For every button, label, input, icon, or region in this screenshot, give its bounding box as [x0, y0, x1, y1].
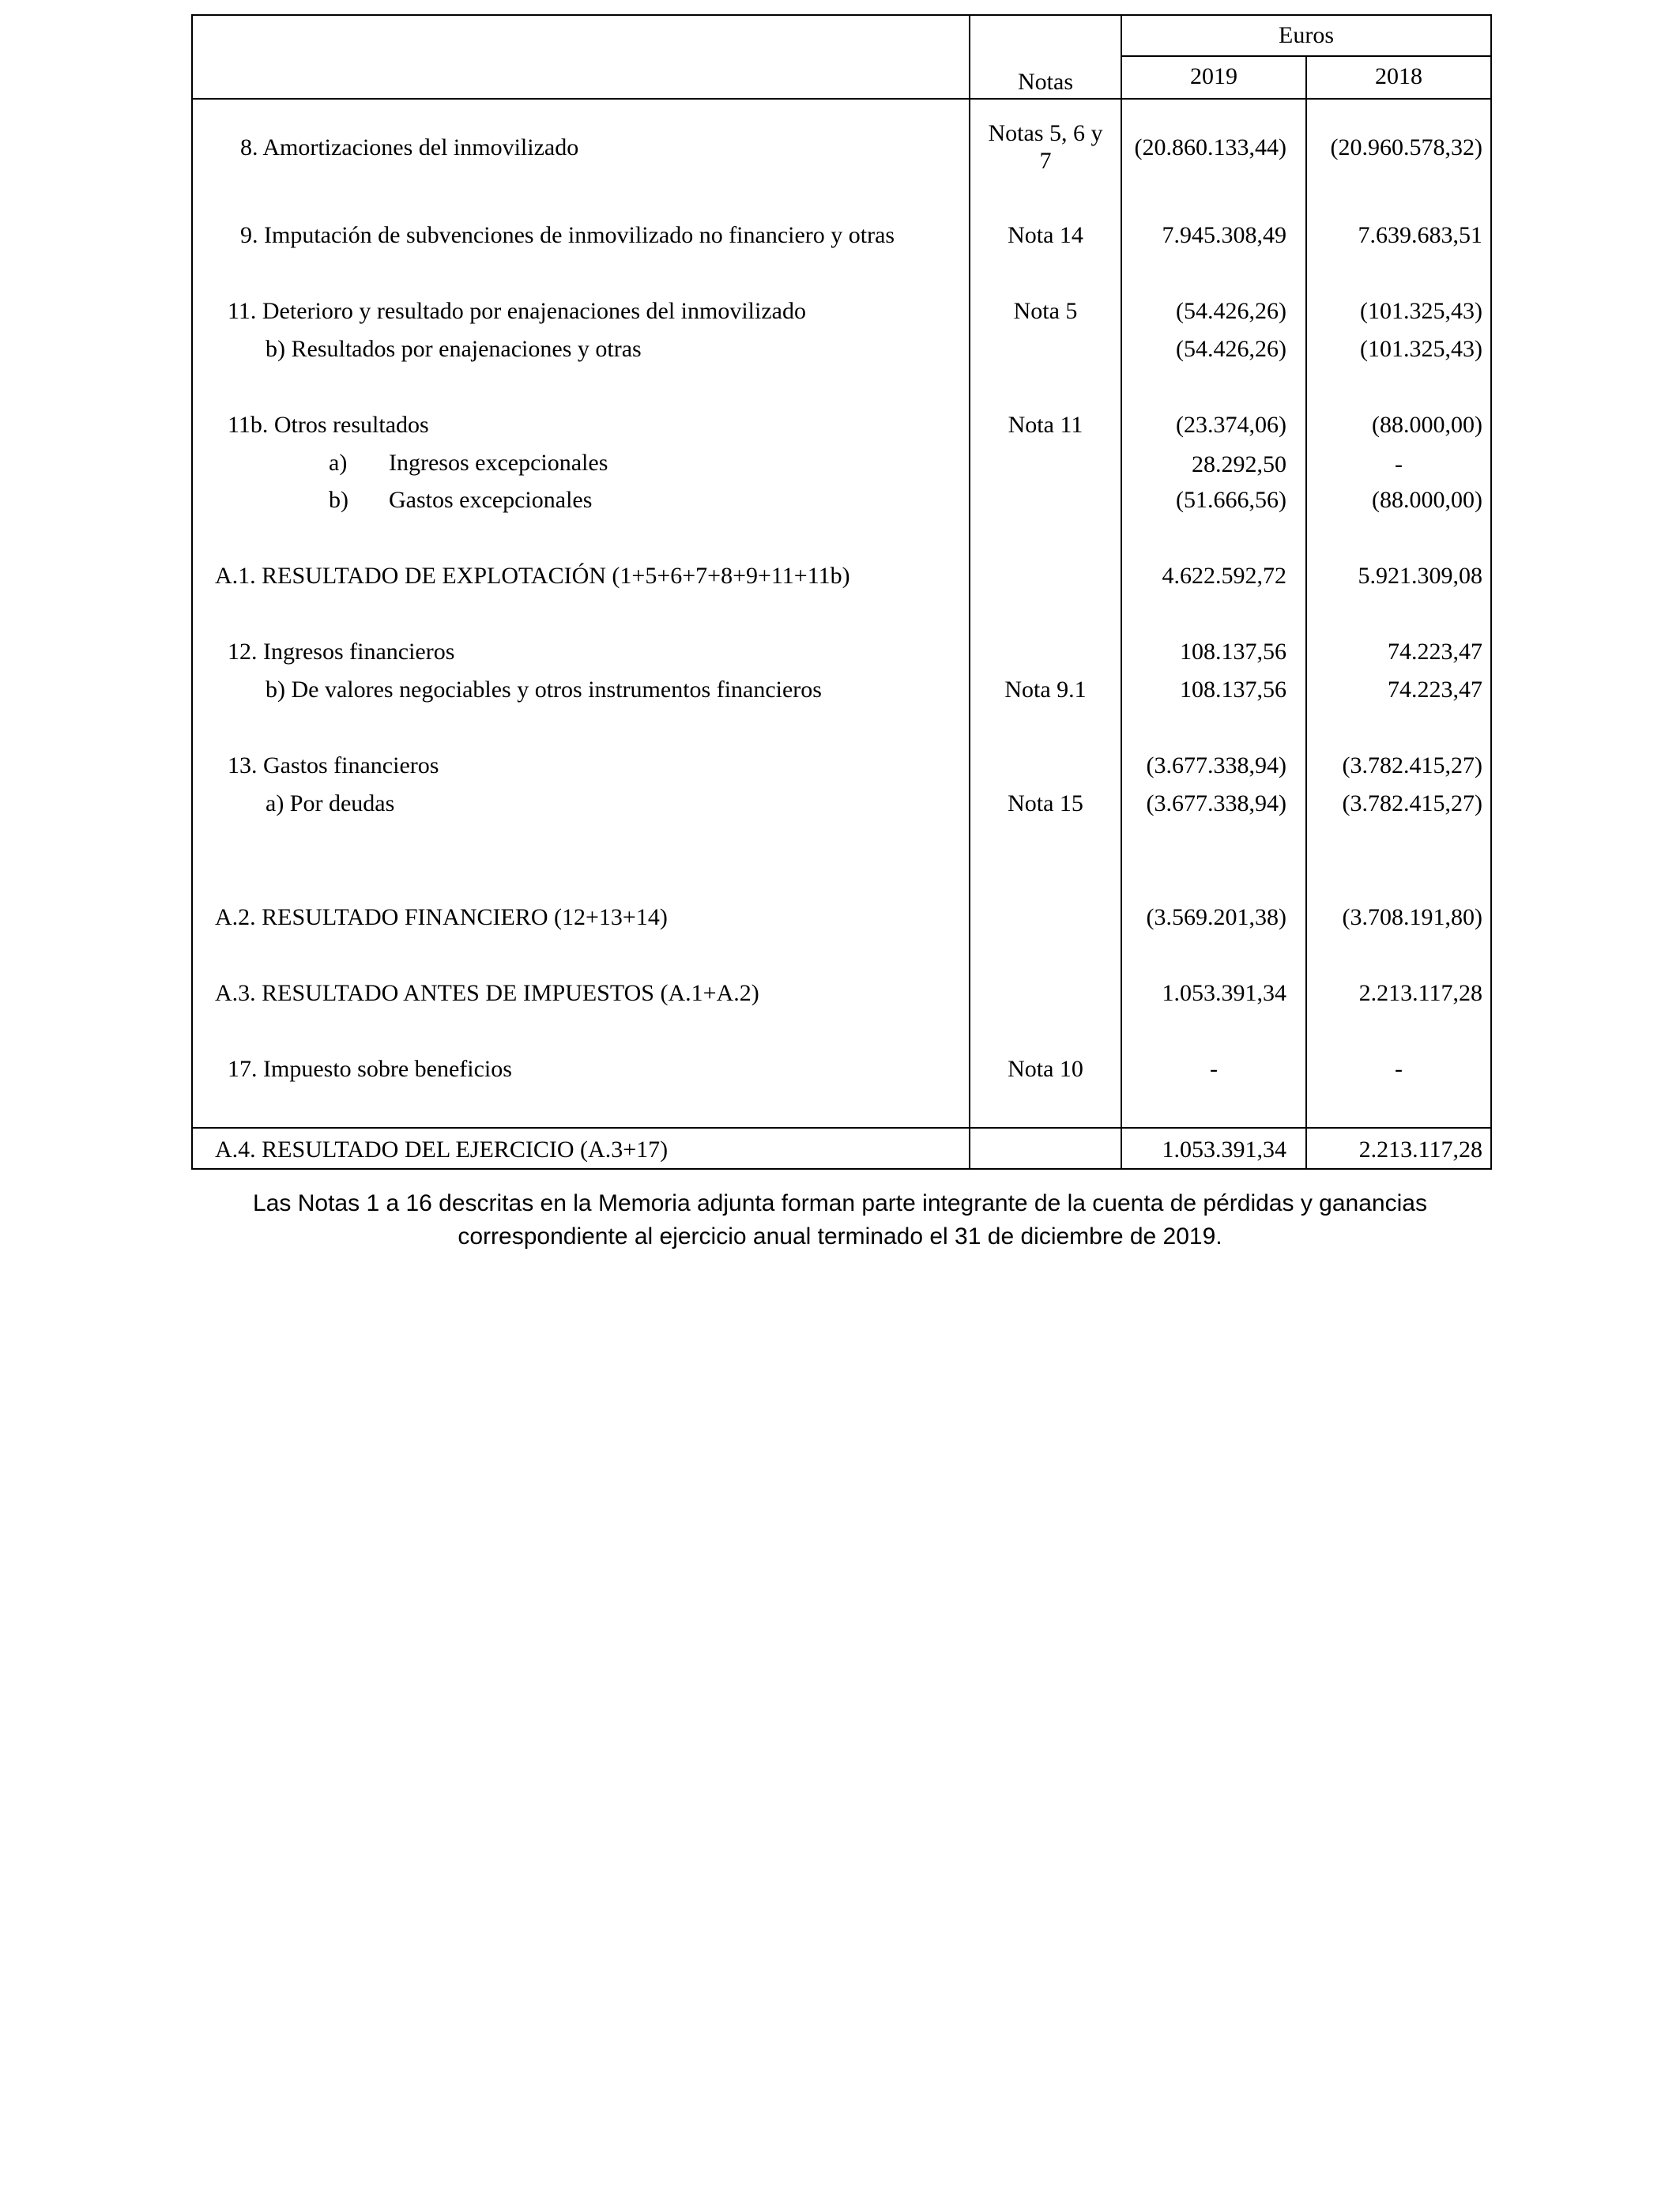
row-value-2018-amortizaciones: (20.960.578,32): [1330, 134, 1482, 160]
row-value-2019-resultado-ejercicio: 1.053.391,34: [1162, 1137, 1286, 1163]
row-label-ingresos-financieros: 12. Ingresos financieros: [228, 639, 455, 665]
row-nota-por-deudas: Nota 15: [1008, 790, 1083, 816]
notas-col-left-border: [969, 14, 970, 1170]
row-nota-amortizaciones-line1: Notas 5, 6 y: [988, 120, 1103, 146]
row-label-gastos-financieros: 13. Gastos financieros: [228, 752, 439, 778]
row-label-deterioro: 11. Deterioro y resultado por enajenaciones del inmovilizado: [228, 298, 806, 324]
row-value-2019-impuesto-beneficios: -: [1210, 1056, 1218, 1082]
row-label-resultados-enajenaciones: b) Resultados por enajenaciones y otras: [266, 336, 642, 362]
row-nota-valores-negociables: Nota 9.1: [1004, 677, 1087, 703]
row-value-2018-resultado-explotacion: 5.921.309,08: [1358, 563, 1482, 589]
row-letter-ingresos-excepcionales: a): [329, 450, 348, 476]
total-row-top-border: [191, 1127, 1492, 1129]
row-value-2018-otros-resultados: (88.000,00): [1372, 412, 1482, 438]
row-value-2019-imputacion-subvenciones: 7.945.308,49: [1162, 222, 1286, 248]
row-value-2018-imputacion-subvenciones: 7.639.683,51: [1358, 222, 1482, 248]
row-value-2019-resultado-financiero: (3.569.201,38): [1146, 904, 1286, 930]
row-value-2019-por-deudas: (3.677.338,94): [1146, 790, 1286, 816]
footnote-line-2: correspondiente al ejercicio anual terminado el 31 de diciembre de 2019.: [458, 1223, 1222, 1250]
row-label-resultado-financiero: A.2. RESULTADO FINANCIERO (12+13+14): [215, 904, 668, 930]
header-bottom-border: [191, 98, 1492, 100]
row-nota-deterioro: Nota 5: [1013, 298, 1078, 324]
row-value-2018-resultado-financiero: (3.708.191,80): [1342, 904, 1482, 930]
footnote-line-1: Las Notas 1 a 16 descritas en la Memoria adjunta forman parte integrante de la cuenta de pérdidas y ganancias: [253, 1190, 1427, 1216]
row-nota-otros-resultados: Nota 11: [1008, 412, 1083, 438]
row-letter-gastos-excepcionales: b): [329, 487, 348, 513]
row-label-amortizaciones: 8. Amortizaciones del inmovilizado: [240, 134, 579, 160]
row-value-2019-otros-resultados: (23.374,06): [1176, 412, 1286, 438]
footnote: [0, 1170, 1680, 1253]
row-value-2019-resultado-antes-impuestos: 1.053.391,34: [1162, 980, 1286, 1006]
row-value-2019-gastos-financieros: (3.677.338,94): [1146, 752, 1286, 778]
table-border-right: [1490, 14, 1492, 1170]
row-nota-impuesto-beneficios: Nota 10: [1008, 1056, 1083, 1082]
income-statement-table: [191, 14, 1492, 1170]
row-value-2018-resultado-antes-impuestos: 2.213.117,28: [1358, 980, 1482, 1006]
row-value-2018-impuesto-beneficios: -: [1395, 1056, 1403, 1082]
row-value-2018-gastos-excepcionales: (88.000,00): [1372, 487, 1482, 513]
row-label-valores-negociables: b) De valores negociables y otros instrumentos financieros: [266, 677, 822, 703]
row-value-2018-resultado-ejercicio: 2.213.117,28: [1358, 1137, 1482, 1163]
row-value-2019-resultados-enajenaciones: (54.426,26): [1176, 336, 1286, 362]
row-nota-amortizaciones-line2: 7: [1039, 148, 1052, 174]
row-label-resultado-ejercicio: A.4. RESULTADO DEL EJERCICIO (A.3+17): [215, 1137, 669, 1163]
euros-header: Euros: [1279, 22, 1334, 48]
row-label-otros-resultados: 11b. Otros resultados: [228, 412, 429, 438]
year-2018-header: 2018: [1375, 63, 1422, 89]
row-label-resultado-antes-impuestos: A.3. RESULTADO ANTES DE IMPUESTOS (A.1+A.2): [215, 980, 759, 1006]
row-value-2019-amortizaciones: (20.860.133,44): [1134, 134, 1286, 160]
row-nota-imputacion-subvenciones: Nota 14: [1008, 222, 1083, 248]
row-value-2018-por-deudas: (3.782.415,27): [1342, 790, 1482, 816]
table-border-left: [191, 14, 193, 1170]
row-label-impuesto-beneficios: 17. Impuesto sobre beneficios: [228, 1056, 512, 1082]
row-value-2018-resultados-enajenaciones: (101.325,43): [1360, 336, 1482, 362]
row-value-2019-ingresos-financieros: 108.137,56: [1180, 639, 1286, 665]
table-border-top: [191, 14, 1492, 16]
row-label-por-deudas: a) Por deudas: [266, 790, 395, 816]
year-2019-header: 2019: [1190, 63, 1237, 89]
row-value-2018-deterioro: (101.325,43): [1360, 298, 1482, 324]
row-value-2019-resultado-explotacion: 4.622.592,72: [1162, 563, 1286, 589]
row-value-2019-deterioro: (54.426,26): [1176, 298, 1286, 324]
row-value-2018-valores-negociables: 74.223,47: [1388, 677, 1482, 703]
row-value-2018-ingresos-financieros: 74.223,47: [1388, 639, 1482, 665]
row-label-imputacion-subvenciones: 9. Imputación de subvenciones de inmovilizado no financiero y otras: [240, 222, 895, 248]
row-label-gastos-excepcionales: Gastos excepcionales: [389, 487, 593, 513]
row-label-ingresos-excepcionales: Ingresos excepcionales: [389, 450, 608, 476]
row-value-2019-gastos-excepcionales: (51.666,56): [1176, 487, 1286, 513]
row-value-2019-valores-negociables: 108.137,56: [1180, 677, 1286, 703]
row-value-2019-ingresos-excepcionales: 28.292,50: [1192, 451, 1286, 477]
row-label-resultado-explotacion: A.1. RESULTADO DE EXPLOTACIÓN (1+5+6+7+8+9+11+11b): [215, 563, 850, 589]
notas-header: Notas: [1018, 69, 1073, 95]
row-value-2018-ingresos-excepcionales: -: [1395, 451, 1403, 477]
row-value-2018-gastos-financieros: (3.782.415,27): [1342, 752, 1482, 778]
